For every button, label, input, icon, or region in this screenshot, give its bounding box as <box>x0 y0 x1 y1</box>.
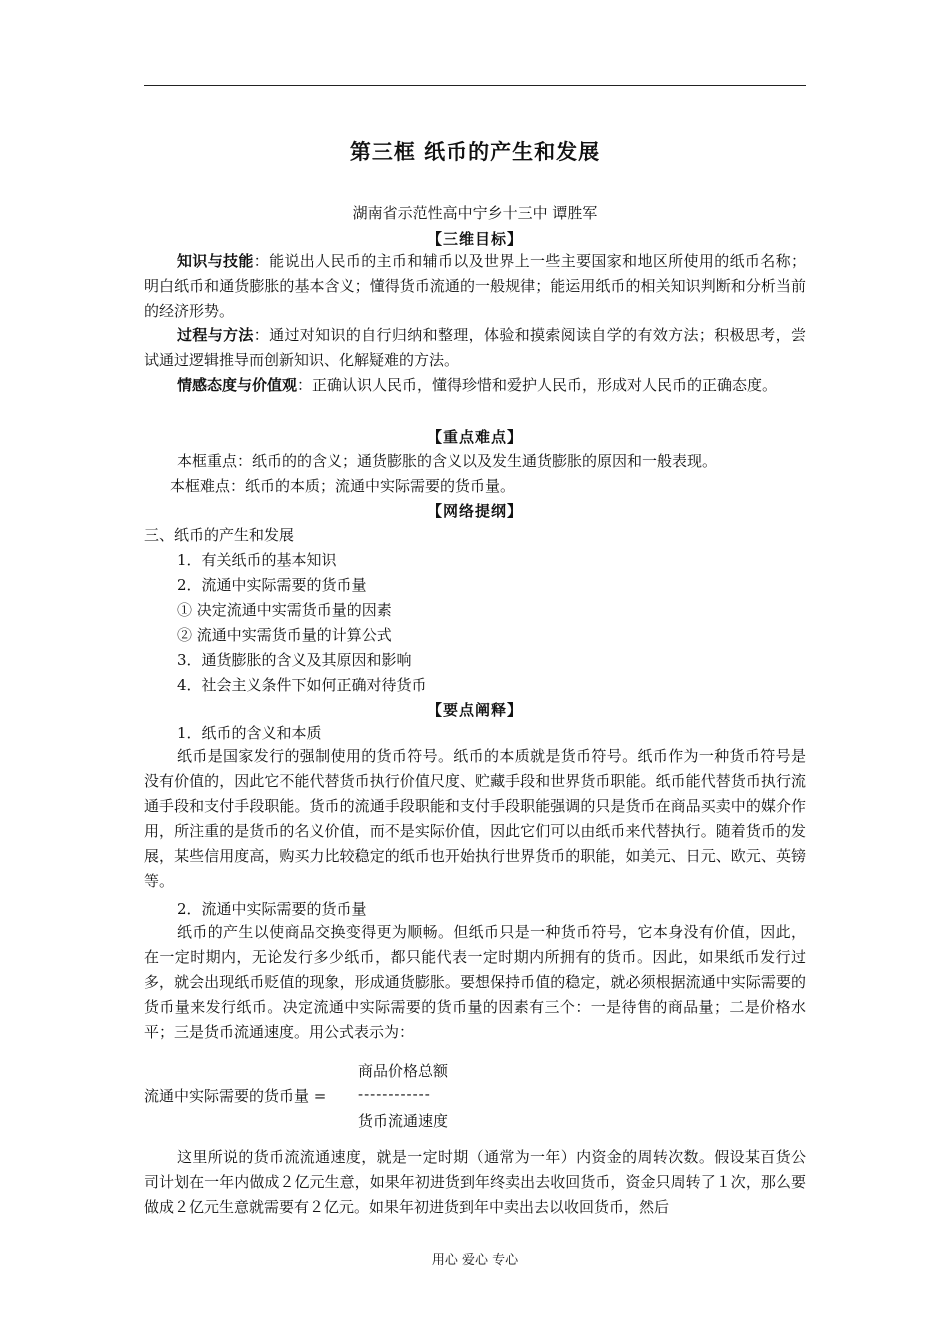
section-key-heading: 【重点难点】 <box>426 428 523 446</box>
goals-knowledge-label: 知识与技能 <box>177 252 254 270</box>
goals-knowledge-paragraph <box>144 249 806 324</box>
page-footer: 用心 爱心 专心 <box>431 1253 519 1268</box>
outline-heading: 三、纸币的产生和发展 <box>144 526 295 544</box>
points-paragraph-1: 纸币是国家发行的强制使用的货币符号。纸币的本质就是货币符号。纸币作为一种货币符号是没有价值的，因此它不能代替货币执行价值尺度、贮藏手段和世界货币职能。纸币能代替货币执行流通手段和支付手段职能。货币的流通手段职能和支付手段职能强调的只是货币在商品买卖中的媒介作用，所注重的是货币的名义价值，而不是实际价值，因此它们可以由纸币来代替执行。随着货币的发展，某些信用度高，购买力比较稳定的纸币也开始执行世界货币的职能，如美元、日元、欧元、英镑等。 <box>144 747 806 890</box>
outline-item: 3．通货膨胀的含义及其原因和影响 <box>177 651 412 669</box>
outline-item: 2．流通中实际需要的货币量 <box>177 576 367 594</box>
outline-item: 4．社会主义条件下如何正确对待货币 <box>177 676 427 694</box>
formula-denominator: 货币流通速度 <box>358 1112 449 1130</box>
goals-attitude-label: 情感态度与价值观 <box>177 376 298 394</box>
goals-process-text: ：通过对知识的自行归纳和整理，体验和摸索阅读自学的有效方法；积极思考，尝试通过逻辑推导而创新知识、化解疑难的方法。 <box>144 326 806 369</box>
outline-item: 1．有关纸币的基本知识 <box>177 551 337 569</box>
goals-attitude-text: ：正确认识人民币，懂得珍惜和爱护人民币，形成对人民币的正确态度。 <box>297 376 778 394</box>
points-paragraph-2: 纸币的产生以使商品交换变得更为顺畅。但纸币只是一种货币符号，它本身没有价值，因此，在一定时期内，无论发行多少纸币，都只能代表一定时期内所拥有的货币。因此，如果纸币发行过多，就会出现纸币贬值的现象，形成通货膨胀。要想保持币值的稳定，就必须根据流通中实际需要的货币量来发行纸币。决定流通中实际需要的货币量的因素有三个：一是待售的商品量；二是价格水平；三是货币流通速度。用公式表示为： <box>144 923 806 1041</box>
points-heading-2: 2．流通中实际需要的货币量 <box>177 900 367 918</box>
goals-knowledge-text: ：能说出人民币的主币和辅币以及世界上一些主要国家和地区所使用的纸币名称；明白纸币和通货膨胀的基本含义；懂得货币流通的一般规律；能运用纸币的相关知识判断和分析当前的经济形势。 <box>144 252 806 320</box>
key-difficulty: 本框难点：纸币的本质；流通中实际需要的货币量。 <box>170 477 516 495</box>
points-heading-1: 1．纸币的含义和本质 <box>177 724 322 742</box>
goals-attitude-paragraph <box>144 373 806 398</box>
outline-item: ② 流通中实需货币量的计算公式 <box>177 626 392 644</box>
goals-process-paragraph <box>144 323 806 373</box>
formula-numerator: 商品价格总额 <box>358 1062 449 1080</box>
outline-item: ① 决定流通中实需货币量的因素 <box>177 601 392 619</box>
author-line: 湖南省示范性高中宁乡十三中 谭胜军 <box>352 204 598 222</box>
formula-fraction-bar: ------------ <box>358 1085 431 1103</box>
key-focus: 本框重点：纸币的的含义；通货膨胀的含义以及发生通货膨胀的原因和一般表现。 <box>177 452 718 470</box>
goals-process-label: 过程与方法 <box>177 326 254 344</box>
section-goals-heading: 【三维目标】 <box>426 230 523 248</box>
header-rule <box>144 85 806 86</box>
formula-left-side: 流通中实际需要的货币量 = <box>144 1087 327 1105</box>
section-points-heading: 【要点阐释】 <box>426 701 523 719</box>
page-title: 第三框 纸币的产生和发展 <box>349 139 601 164</box>
points-paragraph-3: 这里所说的货币流流通速度，就是一定时期（通常为一年）内资金的周转次数。假设某百货公司计划在一年内做成２亿元生意，如果年初进货到年终卖出去收回货币，资金只周转了１次，那么要做成２亿元生意就需要有２亿元。如果年初进货到年中卖出去以收回货币，然后 <box>144 1148 806 1216</box>
section-outline-heading: 【网络提纲】 <box>426 502 523 520</box>
